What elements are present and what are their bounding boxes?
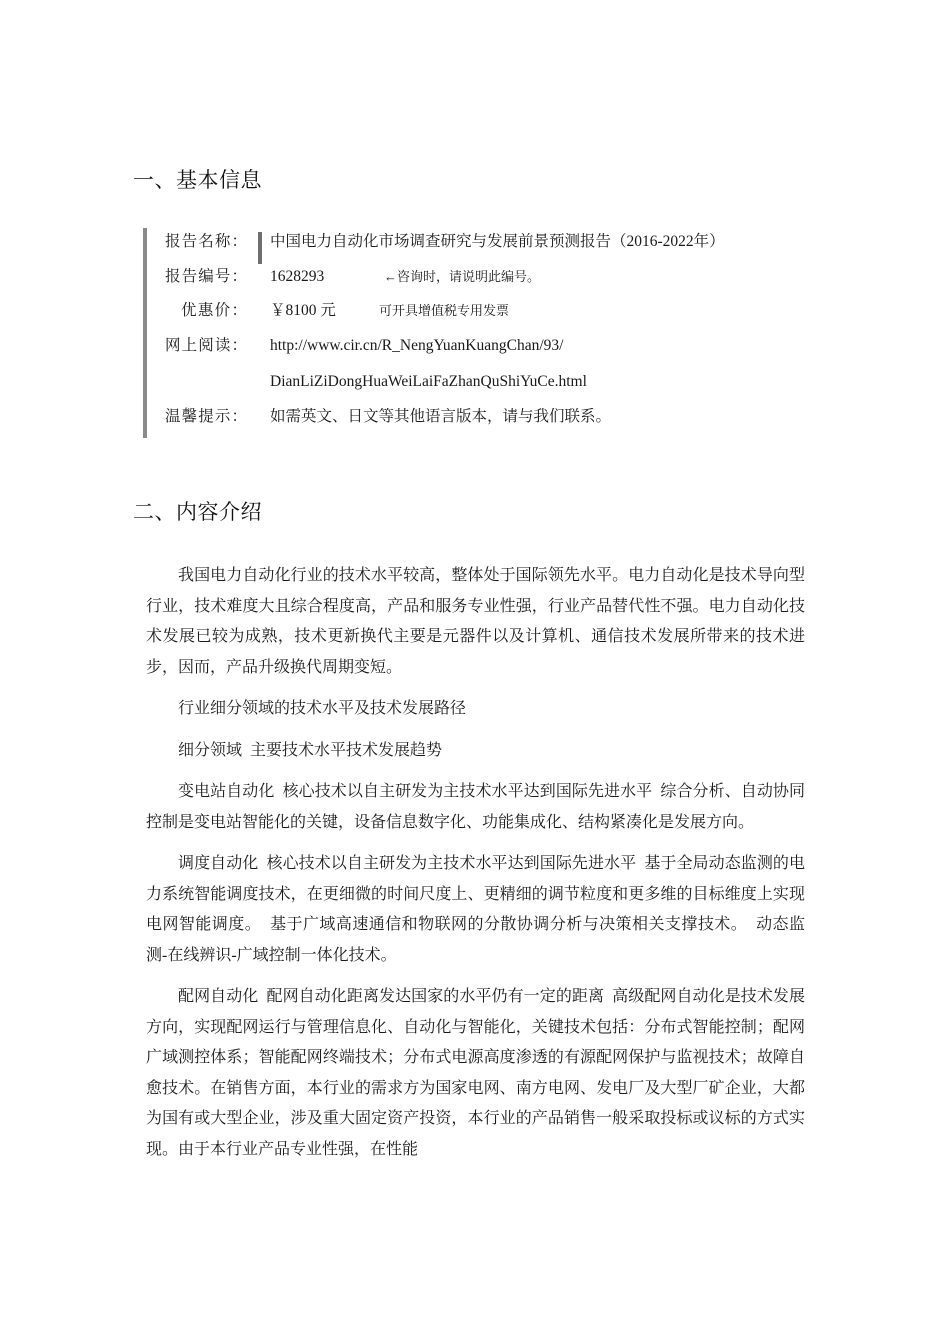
online-read-label: 网上阅读： <box>165 337 247 354</box>
online-read-url-line2[interactable]: DianLiZiDongHuaWeiLaiFaZhanQuShiYuCe.html <box>270 373 587 390</box>
report-code-value: 1628293 <box>270 268 325 285</box>
paragraph-subfield-heading: 行业细分领域的技术水平及技术发展路径 <box>178 700 467 717</box>
paragraph-distribution-automation: 配网自动化 配网自动化距离发达国家的水平仍有一定的距离 高级配网自动化是技术发展方向，实现配网运行与管理信息化、自动化与智能化，关键技术包括：分布式智能控制；配网广域测控体系；智能配网终端技术；分布式电源高度渗透的有源配网保护与监视技术；故障自愈技术。在销售方面，本行业的需求方为国家电网、南方电网、发电厂及大型厂矿企业，大都为国有或大型企业，涉及重大固定资产投资，本行业的产品销售一般采取投标或议标的方式实现。由于本行业产品专业性强，在性能 <box>146 988 805 1158</box>
paragraph-dispatch-automation: 调度自动化 核心技术以自主研发为主技术水平达到国际先进水平 基于全局动态监测的电力系统智能调度技术，在更细微的时间尺度上、更精细的调节粒度和更多维的目标维度上实现电网智能调度。 基于广域高速通信和物联网的分散协调分析与决策相关支撑技术。 动态监测-在线辨识-广域控制一体化技术。 <box>146 855 805 964</box>
section-title-content-intro: 二、内容介绍 <box>133 500 262 524</box>
price-value: ￥8100 元 <box>270 302 336 319</box>
price-label: 优惠价： <box>181 302 247 319</box>
paragraph-substation-automation: 变电站自动化 核心技术以自主研发为主技术水平达到国际先进水平 综合分析、自动协同控制是变电站智能化的关键，设备信息数字化、功能集成化、结构紧凑化是发展方向。 <box>146 783 805 831</box>
info-block-left-bar <box>143 228 147 438</box>
online-read-url-line1[interactable]: http://www.cir.cn/R_NengYuanKuangChan/93/ <box>270 337 564 354</box>
basic-info-block <box>143 224 843 438</box>
tip-label: 温馨提示： <box>165 408 247 425</box>
report-name-value: 中国电力自动化市场调查研究与发展前景预测报告（2016-2022年） <box>270 233 725 250</box>
paragraph-overview: 我国电力自动化行业的技术水平较高，整体处于国际领先水平。电力自动化是技术导向型行业，技术难度大且综合程度高，产品和服务专业性强，行业产品替代性不强。电力自动化技术发展已较为成熟，技术更新换代主要是元器件以及计算机、通信技术发展所带来的技术进步，因而，产品升级换代周期变短。 <box>146 567 805 676</box>
paragraph-table-header: 细分领域 主要技术水平技术发展趋势 <box>178 741 443 759</box>
section-title-basic-info: 一、基本信息 <box>133 168 262 192</box>
report-code-label: 报告编号： <box>165 268 247 285</box>
report-code-note: ←咨询时，请说明此编号。 <box>384 269 541 284</box>
content-body <box>146 561 805 1176</box>
tip-value: 如需英文、日文等其他语言版本，请与我们联系。 <box>270 408 612 425</box>
title-marker-bar <box>258 232 262 264</box>
price-note: 可开具增值税专用发票 <box>379 303 510 318</box>
report-name-label: 报告名称： <box>165 233 247 250</box>
